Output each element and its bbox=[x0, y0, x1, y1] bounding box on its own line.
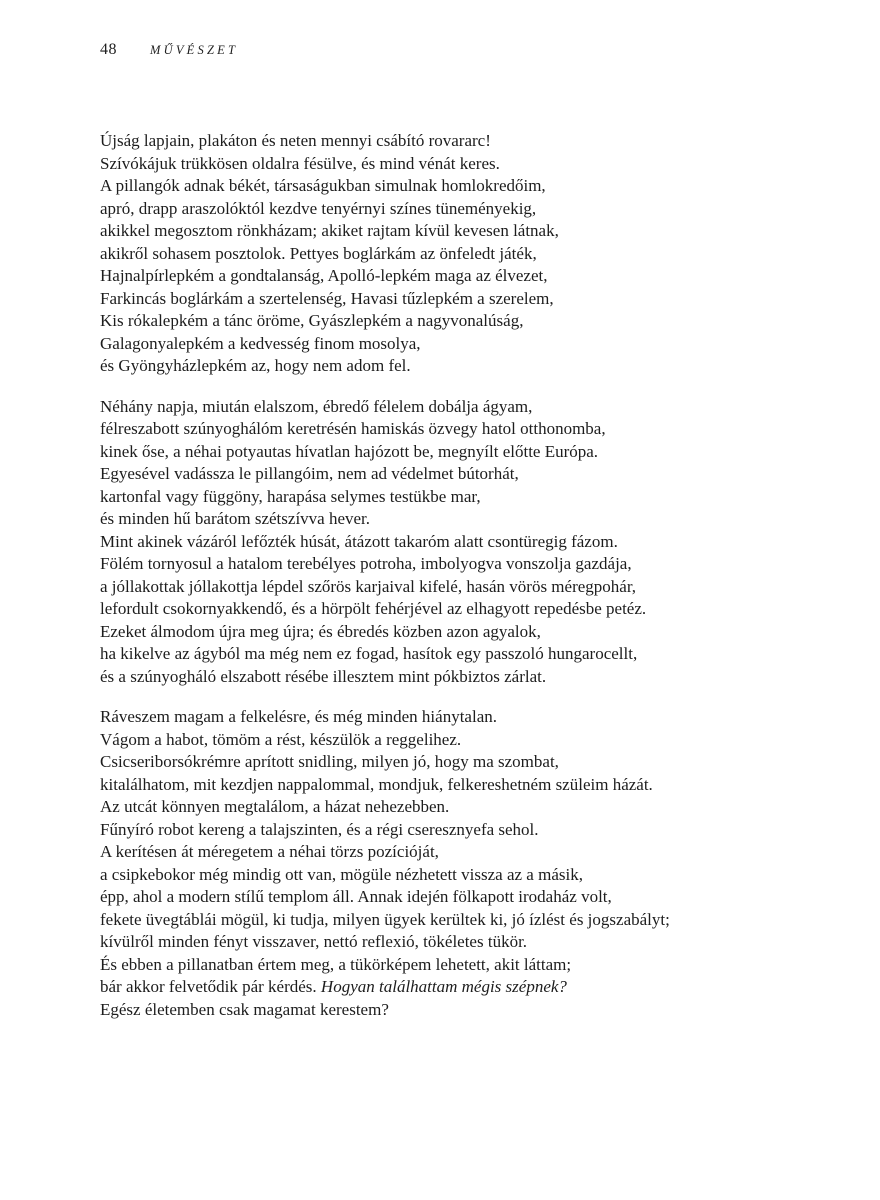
poem-line: Fűnyíró robot kereng a talajszinten, és a régi cseresznyefa sehol. bbox=[100, 819, 539, 839]
poem-line: kartonfal vagy függöny, harapása selymes testükbe mar, bbox=[100, 486, 481, 506]
poem-line: és Gyöngyházlepkém az, hogy nem adom fel. bbox=[100, 356, 411, 375]
poem-line: lefordult csokornyakkendő, és a hörpölt fehérjével az elhagyott repedésbe petéz. bbox=[100, 599, 647, 618]
poem-line: ha kikelve az ágyból ma még nem ez fogad, hasítok egy passzoló hungarocellt, bbox=[100, 644, 638, 663]
poem-line: félreszabott szúnyoghálóm keretrésén hamiskás özvegy hatol otthonomba, bbox=[100, 419, 606, 438]
poem-line-segment: bár akkor felvetődik pár kérdés. bbox=[100, 977, 321, 996]
poem-line: A kerítésen át méregetem a néhai törzs pozícióját, bbox=[100, 842, 439, 861]
poem-line: kívülről minden fényt visszaver, nettó reflexió, tökéletes tükör. bbox=[100, 932, 528, 951]
poem-line: akikkel megosztom rönkházam; akiket rajtam kívül kevesen látnak, bbox=[100, 221, 559, 240]
poem-line-italic-segment: Hogyan találhattam mégis szépnek? bbox=[320, 977, 567, 996]
poem-line: Vágom a habot, tömöm a rést, készülök a reggelihez. bbox=[100, 729, 462, 749]
poem-line: Hajnalpírlepkém a gondtalanság, Apolló-lepkém maga az élvezet, bbox=[100, 266, 548, 285]
poem-stanza-3 bbox=[100, 706, 800, 1021]
poem-line bbox=[100, 976, 800, 999]
poem-stanza-1 bbox=[100, 130, 800, 378]
poem-line: Néhány napja, miután elalszom, ébredő félelem dobálja ágyam, bbox=[100, 396, 533, 416]
page-number: 48 bbox=[100, 41, 117, 58]
poem-line: és minden hű barátom szétszívva hever. bbox=[100, 509, 371, 528]
poem-line: épp, ahol a modern stílű templom áll. Annak idején fölkapott irodaház volt, bbox=[100, 887, 612, 906]
section-title: MŰVÉSZET bbox=[150, 43, 239, 57]
poem-line: És ebben a pillanatban értem meg, a tükörképem lehetett, akit láttam; bbox=[100, 954, 572, 974]
poem-line: a jóllakottak jóllakottja lépdel szőrös karjaival kifelé, hasán vörös méregpohár, bbox=[100, 576, 637, 596]
poem-line: Galagonyalepkém a kedvesség finom mosolya, bbox=[100, 333, 421, 353]
poem-line: Ezeket álmodom újra meg újra; és ébredés közben azon agyalok, bbox=[100, 621, 541, 641]
poem-line: a csipkebokor még mindig ott van, mögüle nézhetett vissza az a másik, bbox=[100, 864, 583, 884]
poem-line: Egyesével vadássza le pillangóim, nem ad védelmet bútorhát, bbox=[100, 464, 519, 483]
poem-stanza-2 bbox=[100, 396, 800, 689]
poem-line: kitalálhatom, mit kezdjen nappalommal, mondjuk, felkereshetném szüleim házát. bbox=[100, 774, 653, 794]
poem-line: Mint akinek vázáról lefőzték húsát, átázott takaróm alatt csontüregig fázom. bbox=[100, 531, 618, 551]
poem-line: és a szúnyogháló elszabott résébe illesztem mint pókbiztos zárlat. bbox=[100, 666, 547, 686]
running-header bbox=[100, 41, 238, 59]
poem-line: akikről sohasem posztolok. Pettyes boglárkám az önfeledt játék, bbox=[100, 243, 537, 263]
poem-line: kinek őse, a néhai potyautas hívatlan hajózott be, megnyílt előtte Európa. bbox=[100, 441, 599, 461]
poem-line: fekete üvegtáblái mögül, ki tudja, milyen ügyek kerültek ki, jó ízlést és jogszabályt; bbox=[100, 909, 670, 929]
poem-line: Kis rókalepkém a tánc öröme, Gyászlepkém a nagyvonalúság, bbox=[100, 311, 524, 330]
poem-line: Egész életemben csak magamat kerestem? bbox=[100, 999, 389, 1019]
poem-body bbox=[100, 130, 800, 1039]
poem-line: Szívókájuk trükkösen oldalra fésülve, és mind vénát keres. bbox=[100, 153, 500, 173]
poem-line: Csicseriborsókrémre aprított snidling, milyen jó, hogy ma szombat, bbox=[100, 752, 559, 771]
poem-line: apró, drapp araszolóktól kezdve tenyérnyi színes tüneményekig, bbox=[100, 198, 537, 218]
poem-line: Farkincás boglárkám a szertelenség, Havasi tűzlepkém a szerelem, bbox=[100, 288, 554, 308]
poem-line: Újság lapjain, plakáton és neten mennyi csábító rovararc! bbox=[100, 131, 491, 150]
poem-line: A pillangók adnak békét, társaságukban simulnak homlokredőim, bbox=[100, 176, 546, 195]
poem-line: Az utcát könnyen megtalálom, a házat nehezebben. bbox=[100, 797, 450, 816]
poem-line: Ráveszem magam a felkelésre, és még minden hiánytalan. bbox=[100, 707, 497, 726]
poem-line: Fölém tornyosul a hatalom terebélyes potroha, imbolyogva vonszolja gazdája, bbox=[100, 554, 632, 573]
